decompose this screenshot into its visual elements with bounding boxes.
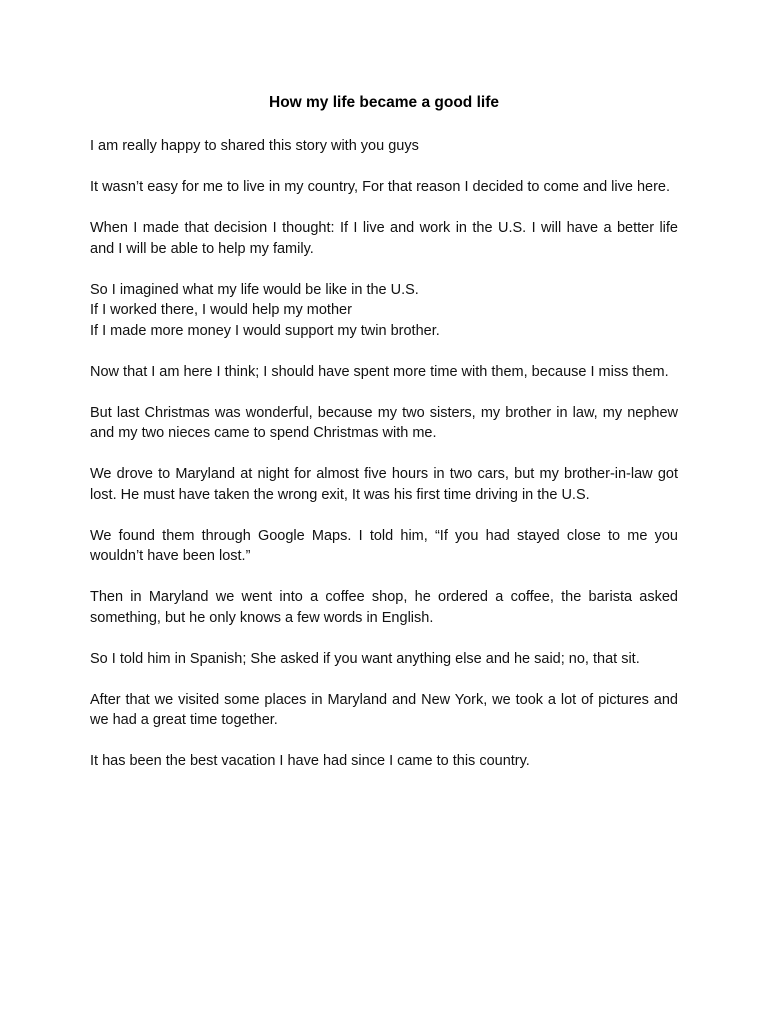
paragraph bbox=[90, 464, 678, 505]
document-body bbox=[90, 136, 678, 792]
paragraph bbox=[90, 280, 678, 342]
paragraph bbox=[90, 690, 678, 731]
paragraph-line: It wasn’t easy for me to live in my country, For that reason I decided to come and live here. bbox=[90, 179, 670, 195]
paragraph bbox=[90, 649, 678, 670]
paragraph-line: So I imagined what my life would be like in the U.S. bbox=[90, 281, 419, 298]
paragraph bbox=[90, 136, 678, 157]
paragraph bbox=[90, 751, 678, 772]
paragraph-line: We found them through Google Maps. I told him, “If you had stayed close to me you wouldn’t have been lost.” bbox=[90, 527, 678, 564]
paragraph bbox=[90, 403, 678, 444]
paragraph-line: I am really happy to shared this story with you guys bbox=[90, 138, 419, 154]
paragraph-line: So I told him in Spanish; She asked if you want anything else and he said; no, that sit. bbox=[90, 650, 640, 667]
paragraph bbox=[90, 587, 678, 628]
paragraph-line: It has been the best vacation I have had since I came to this country. bbox=[90, 753, 530, 769]
document-title: How my life became a good life bbox=[269, 94, 499, 111]
paragraph-line: If I made more money I would support my twin brother. bbox=[90, 322, 440, 339]
paragraph-line: If I worked there, I would help my mother bbox=[90, 302, 352, 318]
paragraph bbox=[90, 177, 678, 198]
paragraph-line: When I made that decision I thought: If I live and work in the U.S. I will have a better life and I will be able to help my family. bbox=[90, 220, 678, 257]
paragraph bbox=[90, 218, 678, 259]
paragraph bbox=[90, 362, 678, 383]
paragraph-line: Then in Maryland we went into a coffee shop, he ordered a coffee, the barista asked something, but he only knows a few words in English. bbox=[90, 589, 678, 626]
paragraph bbox=[90, 526, 678, 567]
paragraph-line: But last Christmas was wonderful, because my two sisters, my brother in law, my nephew and my two nieces came to spend Christmas with me. bbox=[90, 404, 678, 441]
paragraph-line: We drove to Maryland at night for almost five hours in two cars, but my brother-in-law got lost. He must have taken the wrong exit, It was his first time driving in the U.S. bbox=[90, 466, 678, 503]
paragraph-line: After that we visited some places in Maryland and New York, we took a lot of pictures and we had a great time together. bbox=[90, 691, 678, 728]
paragraph-line: Now that I am here I think; I should have spent more time with them, because I miss them. bbox=[90, 363, 669, 380]
